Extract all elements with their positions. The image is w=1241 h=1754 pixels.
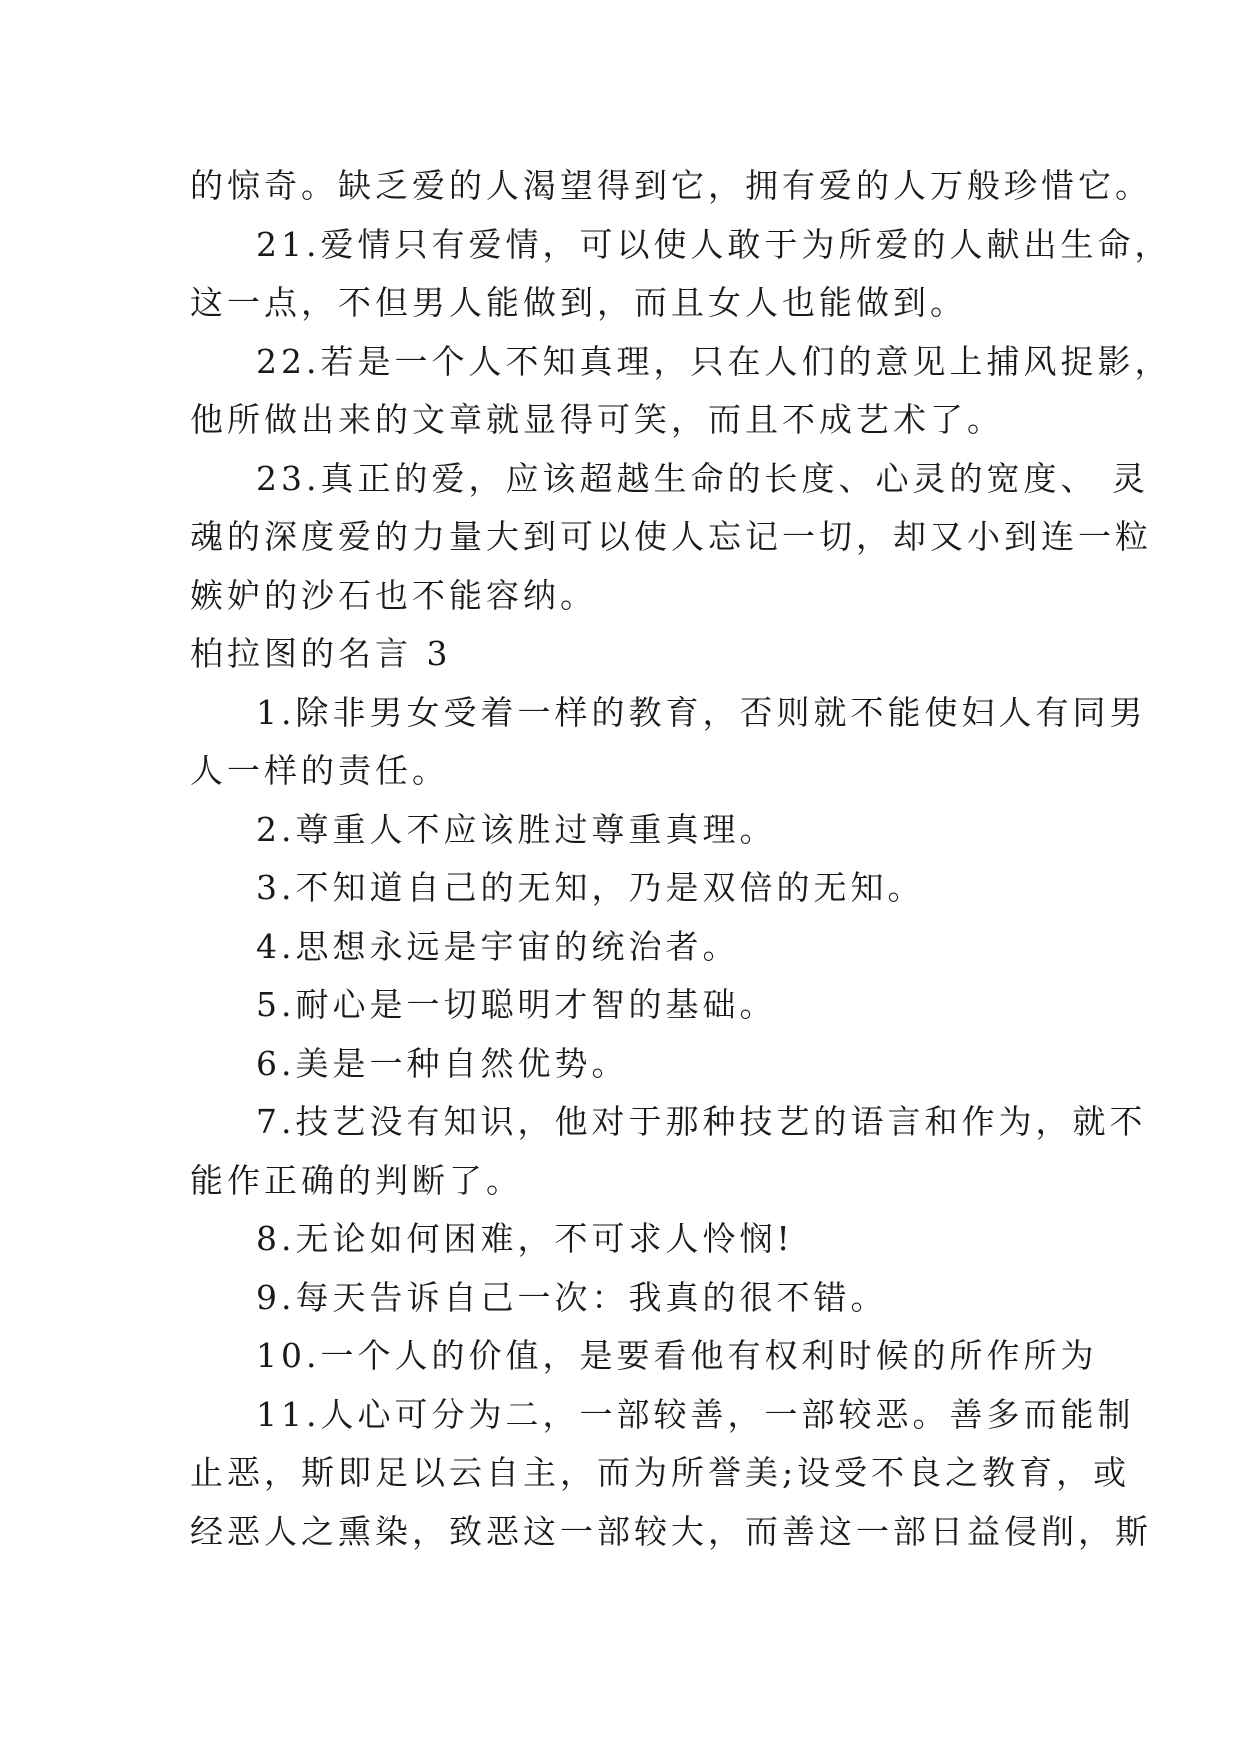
text-line: 他所做出来的文章就显得可笑，而且不成艺术了。 (190, 400, 1004, 439)
text-line: 魂的深度爱的力量大到可以使人忘记一切，却又小到连一粒 (190, 517, 1152, 556)
document-page (190, 157, 1172, 1561)
text-line: 的惊奇。缺乏爱的人渴望得到它，拥有爱的人万般珍惜它。 (190, 166, 1152, 205)
text-line: 人一样的责任。 (190, 751, 449, 790)
quote-21: 21.爱情只有爱情，可以使人敢于为所爱的人献出生命， (256, 224, 1172, 264)
text-line: 止恶，斯即足以云自主，而为所誉美;设受不良之教育，或 (190, 1453, 1131, 1492)
quote-4: 4.思想永远是宇宙的统治者。 (256, 926, 740, 966)
quote-2: 2.尊重人不应该胜过尊重真理。 (256, 809, 777, 849)
text-line: 经恶人之熏染，致恶这一部较大，而善这一部日益侵削，斯 (190, 1511, 1152, 1551)
section-heading: 柏拉图的名言 3 (190, 634, 452, 673)
text-line: 这一点，不但男人能做到，而且女人也能做到。 (190, 283, 967, 322)
quote-3: 3.不知道自己的无知，乃是双倍的无知。 (256, 868, 925, 907)
quote-9: 9.每天告诉自己一次：我真的很不错。 (256, 1277, 888, 1317)
quote-5: 5.耐心是一切聪明才智的基础。 (256, 985, 777, 1024)
quote-7: 7.技艺没有知识，他对于那种技艺的语言和作为，就不 (256, 1102, 1147, 1141)
quote-10: 10.一个人的价值，是要看他有权利时候的所作所为 (256, 1336, 1098, 1375)
quote-6: 6.美是一种自然优势。 (256, 1043, 629, 1083)
quote-8: 8.无论如何困难，不可求人怜悯! (256, 1219, 794, 1258)
quote-11: 11.人心可分为二，一部较善，一部较恶。善多而能制 (256, 1394, 1135, 1434)
quote-23: 23.真正的爱，应该超越生命的长度、心灵的宽度、 灵 (256, 458, 1149, 498)
quote-1: 1.除非男女受着一样的教育，否则就不能使妇人有同男 (256, 692, 1147, 732)
text-line: 能作正确的判断了。 (190, 1160, 523, 1200)
text-line: 嫉妒的沙石也不能容纳。 (190, 575, 597, 615)
quote-22: 22.若是一个人不知真理，只在人们的意见上捕风捉影， (256, 341, 1172, 381)
